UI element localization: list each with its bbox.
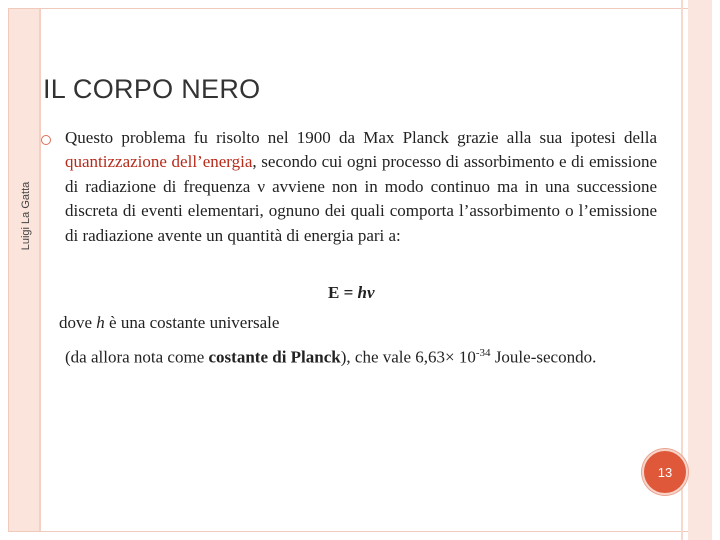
line3-text-2: ), che vale 6,63× 10	[340, 347, 476, 367]
line3-text-3: Joule-secondo.	[490, 347, 597, 367]
formula-rhs: hν	[357, 283, 375, 302]
energy-formula	[328, 283, 375, 303]
formula-lhs: E =	[328, 283, 358, 302]
slide-title: IL CORPO NERO	[43, 74, 261, 104]
page-number-badge: 13	[642, 449, 688, 495]
line2-suffix: è una costante universale	[104, 313, 280, 332]
planck-constant-name: costante di Planck	[208, 347, 341, 367]
line3-text-1: (da allora nota come	[65, 347, 209, 367]
quantization-highlight: quantizzazione dell’energia	[65, 152, 253, 172]
planck-variable: h	[96, 313, 105, 332]
main-paragraph	[65, 126, 657, 248]
author-label: Luigi La Gatta	[20, 181, 32, 251]
line2-prefix: dove	[59, 313, 97, 332]
planck-value-text	[65, 341, 663, 370]
bullet-circle-icon	[41, 135, 51, 145]
left-decorative-line	[39, 9, 41, 531]
constant-description	[59, 313, 279, 333]
para-text-1: Questo problema fu risolto nel 1900 da Max Planck grazie alla sua ipotesi della	[65, 128, 657, 147]
para-text-2: , secondo cui ogni processo di assorbimento e di emissione di radiazione di frequenza ν avviene non in modo continuo ma in una successione discreta di eventi elementari, ognuno dei quali comporta l’assorbimento o l’emissione di radiazione avente un quantità di energia pari a:	[65, 152, 657, 245]
exponent: -34	[475, 347, 491, 359]
right-decorative-band	[688, 0, 712, 540]
